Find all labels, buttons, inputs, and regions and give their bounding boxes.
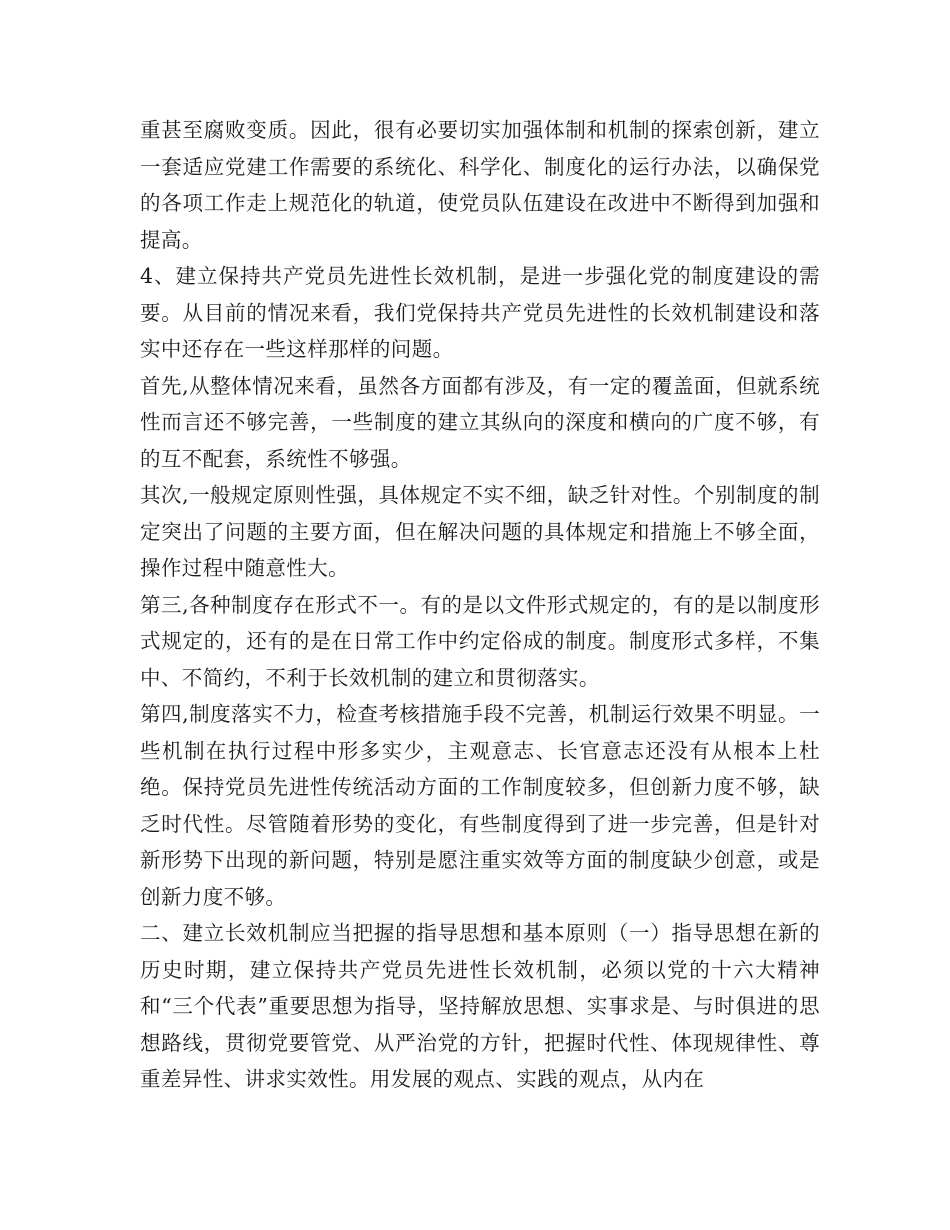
document-body [140, 112, 820, 1098]
paragraph-first: 首先,从整体情况来看，虽然各方面都有涉及，有一定的覆盖面，但就系统性而言还不够完善，一些制度的建立其纵向的深度和横向的广度不够，有的互不配套，系统性不够强。 [140, 373, 820, 471]
paragraph-fourth: 第四,制度落实不力，检查考核措施手段不完善，机制运行效果不明显。一些机制在执行过程中形多实少，主观意志、长官意志还没有从根本上杜绝。保持党员先进性传统活动方面的工作制度较多，但创新力度不够，缺乏时代性。尽管随着形势的变化，有些制度得到了进一步完善，但是针对新形势下出现的新问题，特别是愿注重实效等方面的制度缺少创意，或是创新力度不够。 [140, 702, 820, 909]
paragraph-second: 其次,一般规定原则性强，具体规定不实不细，缺乏针对性。个别制度的制定突出了问题的主要方面，但在解决问题的具体规定和措施上不够全面，操作过程中随意性大。 [140, 483, 820, 580]
paragraph-continuation: 重甚至腐败变质。因此，很有必要切实加强体制和机制的探索创新，建立一套适应党建工作需要的系统化、科学化、制度化的运行办法，以确保党的各项工作走上规范化的轨道，使党员队伍建设在改进中不断得到加强和提高。 [140, 118, 820, 252]
paragraph-section-two: 二、建立长效机制应当把握的指导思想和基本原则（一）指导思想在新的历史时期，建立保持共产党员先进性长效机制，必须以党的十六大精神和“三个代表”重要思想为指导，坚持解放思想、实事求是、与时俱进的思想路线，贯彻党要管党、从严治党的方针，把握时代性、体现规律性、尊重差异性、讲求实效性。用发展的观点、实践的观点，从内在 [140, 921, 820, 1091]
paragraph-third: 第三,各种制度存在形式不一。有的是以文件形式规定的，有的是以制度形式规定的，还有的是在日常工作中约定俗成的制度。制度形式多样，不集中、不简约，不利于长效机制的建立和贯彻落实。 [140, 592, 820, 690]
paragraph-point-4: 4、建立保持共产党员先进性长效机制，是进一步强化党的制度建设的需要。从目前的情况来看，我们党保持共产党员先进性的长效机制建设和落实中还存在一些这样那样的问题。 [140, 264, 820, 361]
